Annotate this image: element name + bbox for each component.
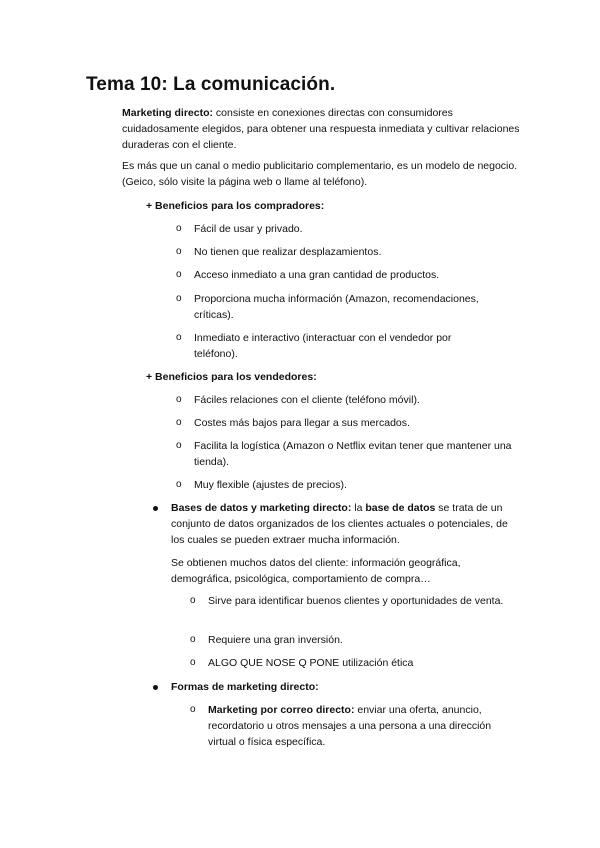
bases-item-1: Sirve para identificar buenos clientes y oportunidades de venta. — [208, 595, 504, 607]
intro-term: Marketing directo: — [122, 107, 214, 119]
forms-item-1 — [208, 702, 508, 750]
buyers-item-1: Fácil de usar y privado. — [194, 223, 303, 235]
buyers-item-3: Acceso inmediato a una gran cantidad de productos. — [194, 269, 440, 281]
bases-data-paragraph: Se obtienen muchos datos del cliente: información geográfica, demográfica, psicológica, comportamiento de compra… — [171, 557, 461, 585]
intro-paragraph — [122, 105, 522, 153]
list-bullet: o — [176, 440, 182, 451]
bases-text: se trata de un conjunto de datos organizados de los clientes actuales o potenciales, de los cuales se pueden extraer mucha información. — [171, 502, 508, 546]
forms-item-term: Marketing por correo directo: — [208, 704, 355, 716]
list-bullet: o — [176, 269, 182, 280]
page-title: Tema 10: La comunicación. — [86, 74, 336, 95]
buyers-heading: + Beneficios para los compradores: — [146, 200, 325, 212]
buyers-item-4: Proporciona mucha información (Amazon, recomendaciones, críticas). — [194, 293, 479, 321]
bases-item-2: Requiere una gran inversión. — [208, 634, 343, 646]
buyers-item-2: No tienen que realizar desplazamientos. — [194, 246, 382, 258]
list-bullet: o — [190, 595, 196, 606]
forms-item-text: enviar una oferta, anuncio, recordatorio u otros mensajes a una persona a una dirección virtual o física específica. — [208, 704, 492, 748]
list-bullet: o — [176, 332, 182, 343]
sellers-item-1: Fáciles relaciones con el cliente (teléfono móvil). — [194, 394, 420, 406]
bases-term: Bases de datos y marketing directo: — [171, 502, 352, 514]
sellers-heading: + Beneficios para los vendedores: — [146, 371, 317, 383]
list-bullet: o — [176, 293, 182, 304]
list-bullet: o — [190, 634, 196, 645]
sellers-item-2: Costes más bajos para llegar a sus mercados. — [194, 417, 410, 429]
list-bullet: o — [190, 657, 196, 668]
model-paragraph: Es más que un canal o medio publicitario complementario, es un modelo de negocio. (Geico, sólo visite la página web o llame al teléfono). — [122, 160, 518, 188]
bases-mid: la — [351, 502, 366, 514]
bullet-dot — [153, 685, 158, 690]
list-bullet: o — [176, 223, 182, 234]
intro-text: consiste en conexiones directas con consumidores cuidadosamente elegidos, para obtener una respuesta inmediata y cultivar relaciones duraderas con el cliente. — [122, 107, 520, 151]
list-bullet: o — [176, 394, 182, 405]
list-bullet: o — [176, 417, 182, 428]
forms-heading: Formas de marketing directo: — [171, 681, 319, 693]
sellers-item-4: Muy flexible (ajustes de precios). — [194, 479, 347, 491]
bases-item-3: ALGO QUE NOSE Q PONE utilización ética — [208, 657, 414, 669]
buyers-item-5: Inmediato e interactivo (interactuar con el vendedor por teléfono). — [194, 332, 452, 360]
bases-term2: base de datos — [365, 502, 436, 514]
list-bullet: o — [176, 246, 182, 257]
sellers-item-3: Facilita la logística (Amazon o Netflix evitan tener que mantener una tienda). — [194, 440, 512, 468]
bases-paragraph — [171, 500, 516, 548]
list-bullet: o — [176, 479, 182, 490]
bullet-dot — [153, 506, 158, 511]
list-bullet: o — [190, 704, 196, 715]
